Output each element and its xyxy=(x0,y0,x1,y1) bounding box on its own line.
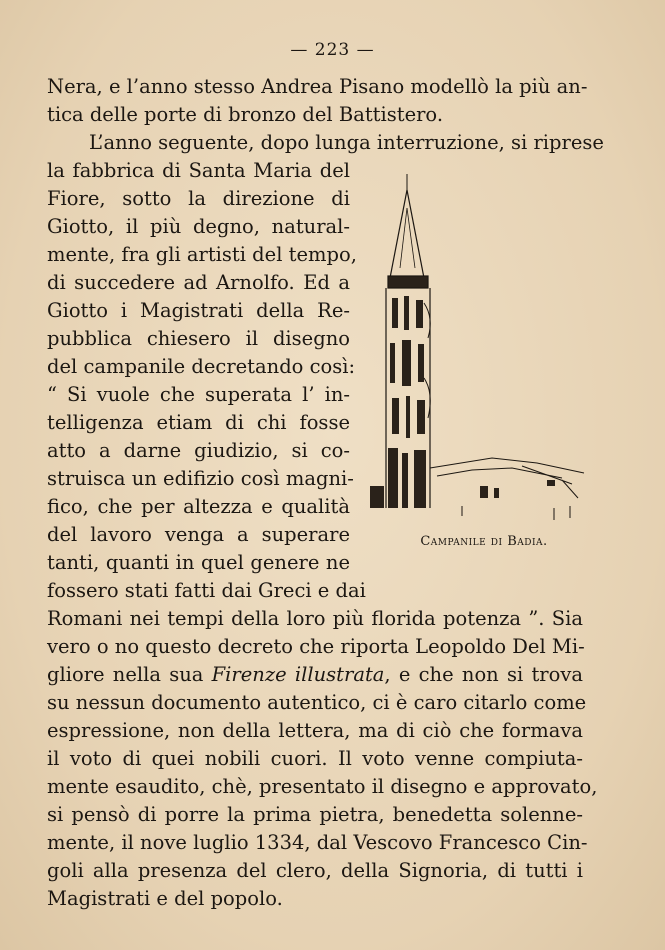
text-line: mente, il nove luglio 1334, dal Vescovo Francesco Cin- xyxy=(47,831,588,854)
page-number: — 223 — xyxy=(290,40,375,60)
text-line: tica delle porte di bronzo del Battistero. xyxy=(47,103,444,126)
campanile-illustration xyxy=(362,168,588,538)
text-line: su nessun documento autentico, ci è caro citarlo come xyxy=(47,691,587,714)
text-line: L’anno seguente, dopo lunga interruzione, si riprese xyxy=(89,131,604,154)
text-line: mente esaudito, chè, presentato il disegno e approvato, xyxy=(47,775,598,798)
text-line: “ Si vuole che superata l’ in- xyxy=(47,383,350,406)
text-line: di succedere ad Arnolfo. Ed a xyxy=(47,271,350,294)
text-line: Nera, e l’anno stesso Andrea Pisano modellò la più an- xyxy=(47,75,588,98)
text-line: il voto di quei nobili cuori. Il voto venne compiuta- xyxy=(47,747,583,770)
book-title: Firenze illustrata xyxy=(211,663,385,686)
text-line: tanti, quanti in quel genere ne xyxy=(47,551,350,574)
text-line: del campanile decretando così: xyxy=(47,355,356,378)
text-line: vero o no questo decreto che riporta Leopoldo Del Mi- xyxy=(47,635,585,658)
text-line: del lavoro venga a superare xyxy=(47,523,350,546)
text-line-start: gliore nella sua xyxy=(47,663,204,686)
text-line: struisca un edifizio così magni- xyxy=(47,467,354,490)
text-line: atto a darne giudizio, si co- xyxy=(47,439,350,462)
text-line: Giotto, il più degno, natural- xyxy=(47,215,350,238)
text-line: telligenza etiam di chi fosse xyxy=(47,411,350,434)
text-line: Magistrati e del popolo. xyxy=(47,887,283,910)
text-line: mente, fra gli artisti del tempo, xyxy=(47,243,357,266)
text-line: fico, che per altezza e qualità xyxy=(47,495,350,518)
text-line: si pensò di porre la prima pietra, benedetta solenne- xyxy=(47,803,583,826)
text-line: Romani nei tempi della loro più florida potenza ”. Sia xyxy=(47,607,583,630)
text-line-end: , e che non si trova xyxy=(384,663,583,686)
text-line: Giotto i Magistrati della Re- xyxy=(47,299,350,322)
text-line: espressione, non della lettera, ma di ciò che formava xyxy=(47,719,583,742)
text-line: Fiore, sotto la direzione di xyxy=(47,187,350,210)
text-line: fossero stati fatti dai Greci e dai xyxy=(47,579,366,602)
text-line xyxy=(47,661,583,689)
figure-caption: Campanile di Badia. xyxy=(420,534,548,549)
text-line: goli alla presenza del clero, della Signoria, di tutti i xyxy=(47,859,583,882)
text-line: la fabbrica di Santa Maria del xyxy=(47,159,350,182)
text-line: pubblica chiesero il disegno xyxy=(47,327,350,350)
